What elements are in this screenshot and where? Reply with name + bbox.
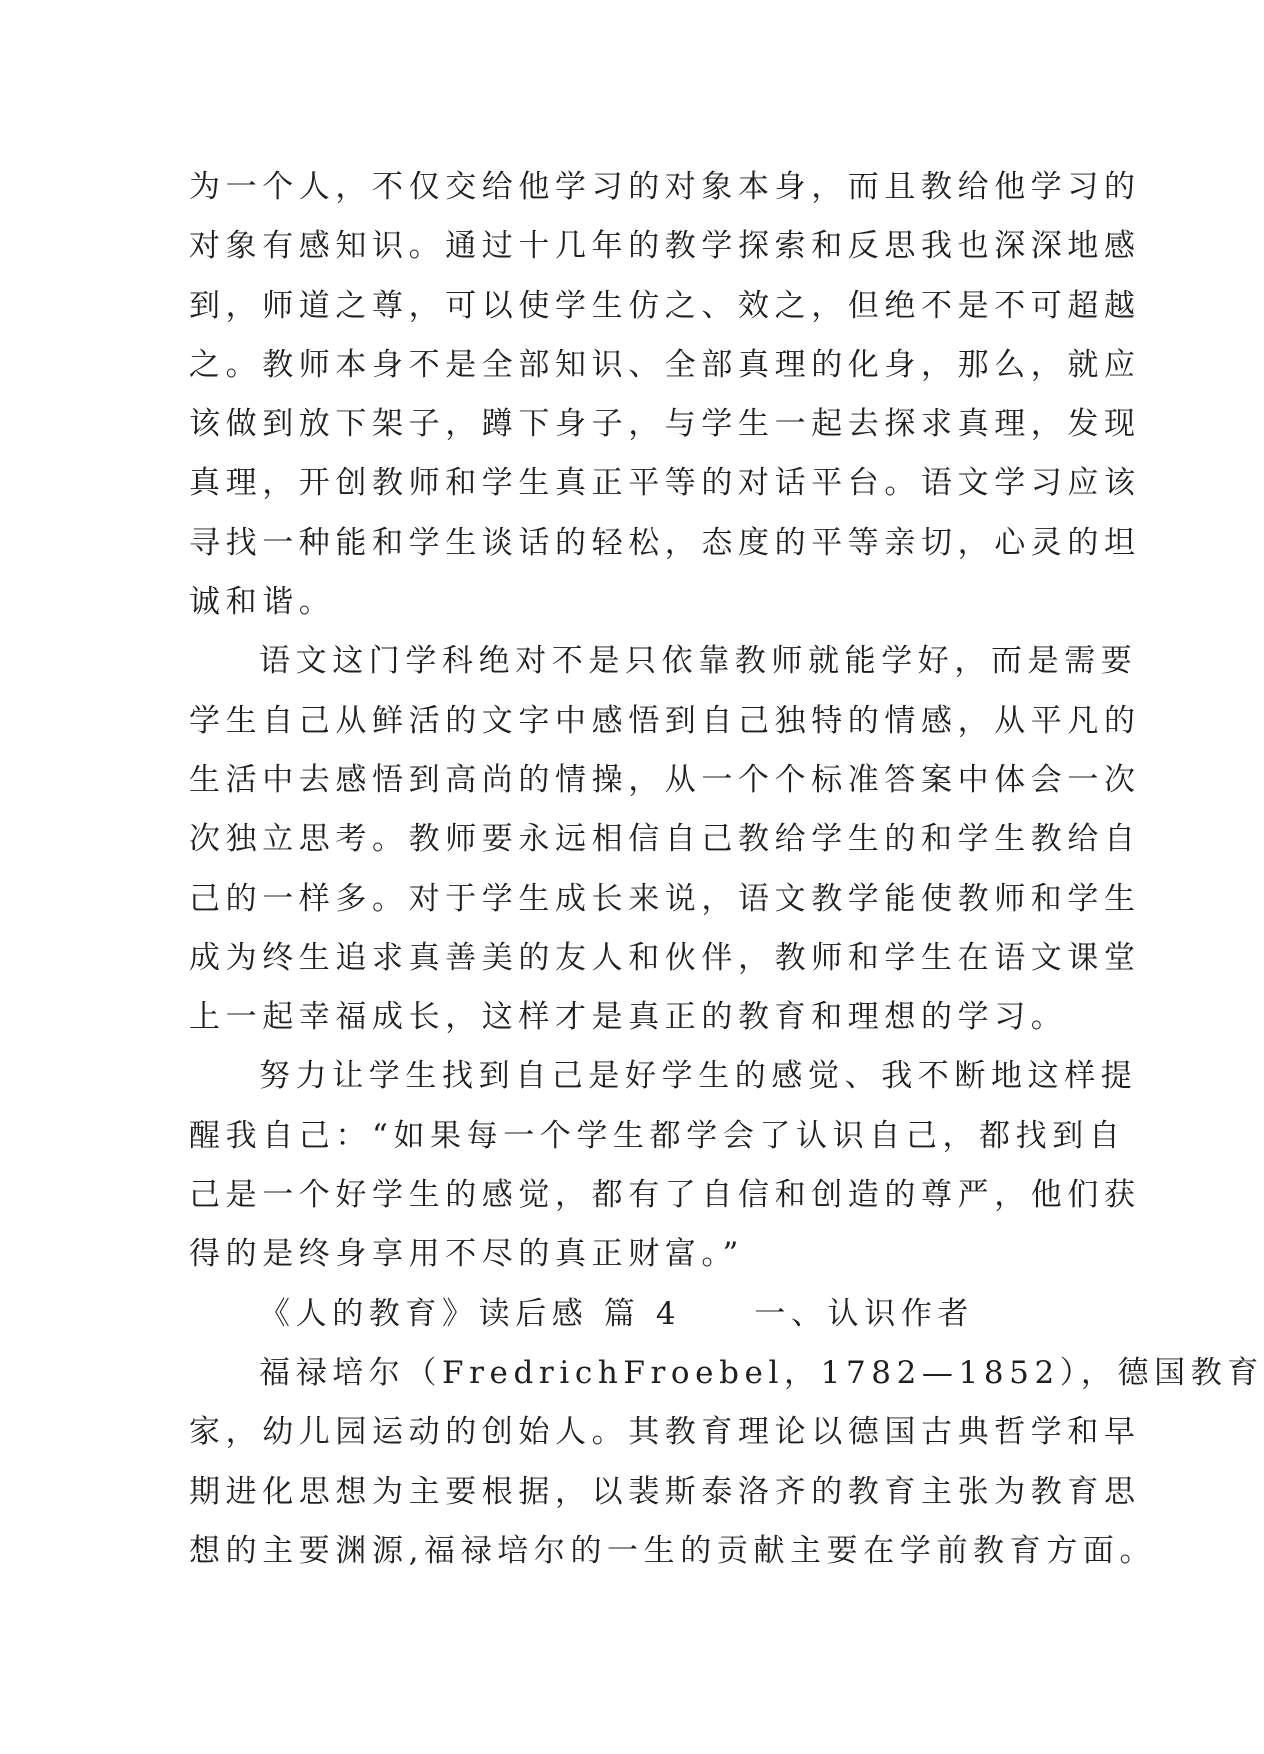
text-line: 学生自己从鲜活的文字中感悟到自己独特的情感，从平凡的 (189, 702, 1141, 739)
text-line: 己是一个好学生的感觉，都有了自信和创造的尊严，他们获 (189, 1177, 1141, 1214)
text-line: 对象有感知识。通过十几年的教学探索和反思我也深深地感 (189, 228, 1141, 265)
text-line: 上一起幸福成长，这样才是真正的教育和理想的学习。 (189, 999, 1068, 1036)
text-line: 期进化思想为主要根据，以裴斯泰洛齐的教育主张为教育思 (189, 1473, 1141, 1510)
text-line: 为一个人，不仅交给他学习的对象本身，而且教给他学习的 (189, 169, 1141, 205)
text-line: 次独立思考。教师要永远相信自己教给学生的和学生教给自 (189, 821, 1141, 858)
section-heading: 《人的教育》读后感 篇 4 一、认识作者 (259, 1295, 975, 1332)
text-line: 想的主要渊源,福禄培尔的一生的贡献主要在学前教育方面。 (189, 1532, 1157, 1569)
text-line: 诚和谐。 (189, 584, 336, 621)
text-line: 得的是终身享用不尽的真正财富。” (189, 1236, 744, 1273)
paragraph-first-line: 努力让学生找到自己是好学生的感觉、我不断地这样提 (259, 1058, 1138, 1095)
text-line: 寻找一种能和学生谈话的轻松，态度的平等亲切，心灵的坦 (189, 524, 1141, 561)
text-line: 己的一样多。对于学生成长来说，语文教学能使教师和学生 (189, 880, 1141, 917)
text-line: 家，幼儿园运动的创始人。其教育理论以德国古典哲学和早 (189, 1414, 1141, 1451)
text-line: 醒我自己：“如果每一个学生都学会了认识自己，都找到自 (189, 1117, 1126, 1154)
text-line: 真理，开创教师和学生真正平等的对话平台。语文学习应该 (189, 465, 1141, 502)
body-text (189, 158, 1264, 1581)
text-line: 该做到放下架子，蹲下身子，与学生一起去探求真理，发现 (189, 406, 1141, 443)
text-line: 到，师道之尊，可以使学生仿之、效之，但绝不是不可超越 (189, 287, 1141, 324)
text-line: 成为终生追求真善美的友人和伙伴，教师和学生在语文课堂 (189, 939, 1141, 976)
text-line: 之。教师本身不是全部知识、全部真理的化身，那么，就应 (189, 346, 1141, 383)
paragraph-first-line: 语文这门学科绝对不是只依靠教师就能学好，而是需要 (259, 643, 1138, 680)
text-line: 生活中去感悟到高尚的情操，从一个个标准答案中体会一次 (189, 761, 1141, 798)
paragraph-first-line: 福禄培尔（FredrichFroebel，1782—1852），德国教育 (259, 1354, 1264, 1391)
